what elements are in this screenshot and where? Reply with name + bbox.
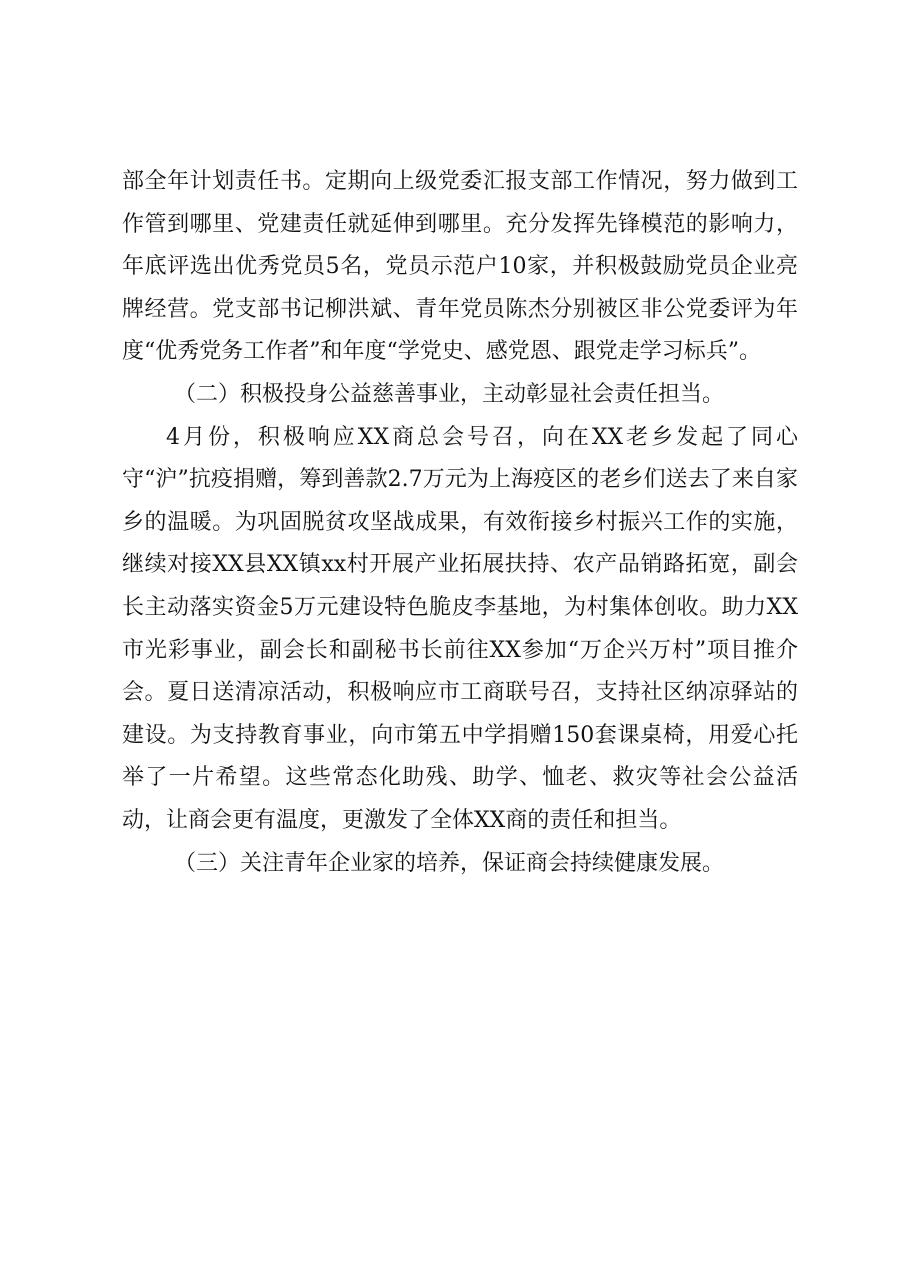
section-heading-three: （三）关注青年企业家的培养，保证商会持续健康发展。	[174, 850, 725, 876]
document-body	[122, 161, 798, 885]
paragraph-party-building: 部全年计划责任书。定期向上级党委汇报支部工作情况，努力做到工作管到哪里、党建责任就延伸到哪里。充分发挥先锋模范的影响力，年底评选出优秀党员5名，党员示范户10家，并积极鼓励党员企业亮牌经营。党支部书记柳洪斌、青年党员陈杰分别被区非公党委评为年度“优秀党务工作者”和年度“学党史、感党恩、跟党走学习标兵”。	[122, 169, 798, 365]
paragraph-charity: 4月份，积极响应XX商总会号召，向在XX老乡发起了同心守“沪”抗疫捐赠，筹到善款2.7万元为上海疫区的老乡们送去了来自家乡的温暖。为巩固脱贫攻坚战成果，有效衔接乡村振兴工作的实施，继续对接XX县XX镇xx村开展产业拓展扶持、农产品销路拓宽，副会长主动落实资金5万元建设特色脆皮李基地，为村集体创收。助力XX市光彩事业，副会长和副秘书长前往XX参加“万企兴万村”项目推介会。夏日送清凉活动，积极响应市工商联号召，支持社区纳凉驿站的建设。为支持教育事业，向市第五中学捐赠150套课桌椅，用爱心托举了一片希望。这些常态化助残、助学、恤老、救灾等社会公益活动，让商会更有温度，更激发了全体XX商的责任和担当。	[122, 424, 798, 833]
section-heading-two: （二）积极投身公益慈善事业，主动彰显社会责任担当。	[174, 381, 725, 407]
